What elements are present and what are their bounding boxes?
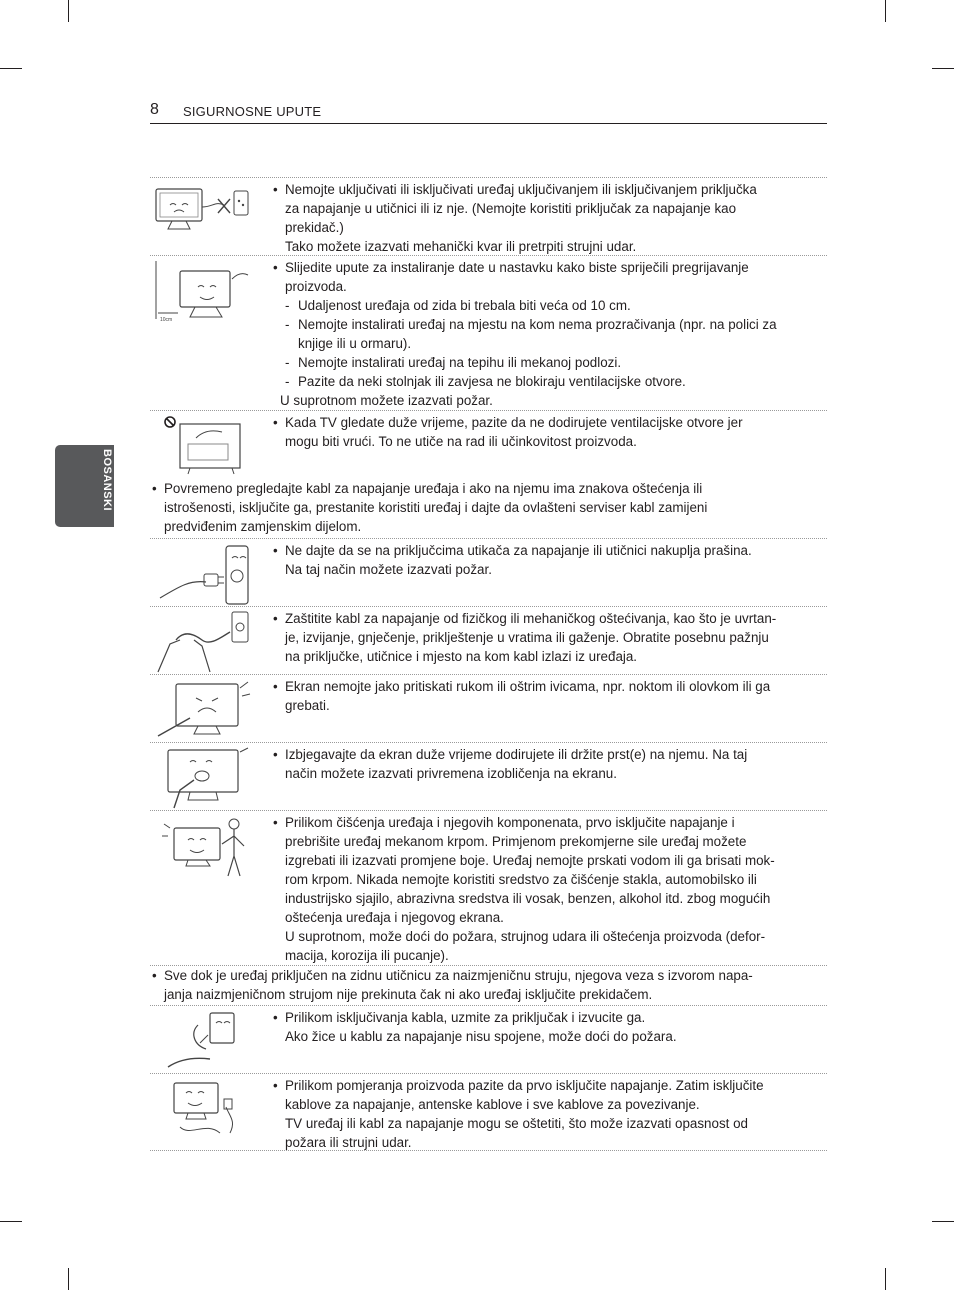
dash: - [285,298,290,313]
instruction-row [150,538,827,606]
instruction-text [273,1008,815,1046]
tv-unplug-illustration [150,181,260,247]
instruction-line: U suprotnom, može doći do požara, strujnog udara ili oštećenja proizvoda (defor- [285,929,766,944]
instruction-line: Kada TV gledate duže vrijeme, pazite da ne dodirujete ventilacijske otvore jer [285,415,743,430]
instruction-text [273,413,815,451]
instruction-line: Slijedite upute za instaliranje date u nastavku kako biste spriječili pregrijavanje [285,260,749,275]
instruction-row [150,410,827,478]
instruction-row [150,810,827,965]
instruction-text [152,479,814,536]
instruction-line: U suprotnom možete izazvati požar. [280,393,493,408]
bullet: • [273,679,278,694]
instruction-line: Zaštitite kabl za napajanje od fizičkog ili mehaničkog oštećivanja, kao što je uvrtan- [285,611,777,626]
instruction-line: Sve dok je uređaj priključen na zidnu utičnicu za naizmjeničnu struju, njegova veza s izvorom napa- [164,968,753,983]
crop-mark [0,68,22,69]
instruction-row [150,1073,827,1151]
instruction-text [152,966,814,1004]
page-header [150,101,827,124]
instruction-text [273,677,815,715]
instruction-line: istrošenosti, isključite ga, prestanite koristiti uređaj i dajte da ovlašteni serviser kabl zamijeni [164,500,708,515]
instruction-line: izgrebati ili izazvati promjene boje. Uređaj nemojte prskati vodom ili ga brisati mok- [285,853,775,868]
bullet: • [152,481,157,496]
instruction-line: janja naizmjeničnom strujom nije prekinuta čak ni ako uređaj isključite prekidačem. [164,987,653,1002]
instruction-line: Ekran nemojte jako pritiskati rukom ili oštrim ivicama, npr. noktom ili olovkom ili ga [285,679,771,694]
crop-mark [885,1268,886,1290]
instruction-line: macija, korozija ili pucanje). [285,948,449,963]
sub-item: Udaljenost uređaja od zida bi trebala biti veća od 10 cm. [298,298,631,313]
dusty-plug-illustration [150,542,260,608]
sub-item: Pazite da neki stolnjak ili zavjesa ne blokiraju ventilacijske otvore. [298,374,686,389]
instruction-row [150,1005,827,1073]
instruction-line: grebati. [285,698,330,713]
crop-mark [932,68,954,69]
bullet: • [152,968,157,983]
dash: - [285,355,290,370]
screen-press-illustration [150,678,260,744]
bullet: • [273,1010,278,1025]
cable-damage-illustration [150,610,260,676]
instruction-line: Na taj način možete izazvati požar. [285,562,492,577]
unplug-by-plug-illustration [150,1009,260,1075]
instruction-line: mogu biti vrući. To ne utiče na rad ili učinkovitost proizvoda. [285,434,637,449]
instruction-line: prekidač.) [285,220,344,235]
bullet: • [273,543,278,558]
instruction-row [150,478,827,538]
instruction-text [273,180,815,256]
crop-mark [932,1221,954,1222]
language-tab-label: BOSANSKI [101,449,113,512]
move-product-illustration [150,1077,260,1143]
instruction-line: na priključke, utičnice i mjesto na kom kabl izlazi iz uređaja. [285,649,638,664]
section-title: SIGURNOSNE UPUTE [183,104,322,119]
instruction-line: požara ili strujni udar. [285,1135,412,1150]
instruction-line: predviđenim zamjenskim dijelom. [164,519,362,534]
bullet: • [273,182,278,197]
hot-vents-illustration [150,414,260,480]
instruction-line: Prilikom isključivanja kabla, uzmite za priključak i izvucite ga. [285,1010,646,1025]
instruction-row [150,606,827,674]
instruction-line: Izbjegavajte da ekran duže vrijeme dodirujete ili držite prst(e) na njemu. Na taj [285,747,748,762]
sub-item: Nemojte instalirati uređaj na mjestu na kom nema prozračivanja (npr. na polici za [298,317,777,332]
instruction-line: kablove za napajanje, antenske kablove i sve kablove za povezivanje. [285,1097,700,1112]
instruction-line: prebrišite uređaj mekanom krpom. Primjenom prekomjerne sile uređaj možete [285,834,747,849]
instruction-row [150,965,827,1005]
bullet: • [273,815,278,830]
sub-item: Nemojte instalirati uređaj na tepihu ili mekanoj podlozi. [298,355,622,370]
instruction-line: Ne dajte da se na priključcima utikača za napajanje ili utičnici nakuplja prašina. [285,543,752,558]
instruction-text [273,609,815,666]
instruction-line: Ako žice u kablu za napajanje nisu spojene, može doći do požara. [285,1029,677,1044]
instruction-text [273,541,815,579]
cleaning-illustration [150,814,260,880]
bullet: • [273,1078,278,1093]
instruction-line: industrijsko sjajilo, abrazivna sredstva ili vosak, benzen, alkohol itd. zbog mogućih [285,891,771,906]
bullet: • [273,415,278,430]
bullet: • [273,611,278,626]
crop-mark [0,1221,22,1222]
instruction-line: TV uređaj ili kabl za napajanje mogu se oštetiti, što može izazvati opasnost od [285,1116,748,1131]
screen-touch-illustration [150,746,260,812]
instruction-line: rom krpom. Nikada nemojte koristiti sredstvo za čišćenje stakla, automobilsko ili [285,872,757,887]
instruction-line: Prilikom čišćenja uređaja i njegovih komponenata, prvo isključite napajanje i [285,815,735,830]
dash: - [285,374,290,389]
instruction-line: Prilikom pomjeranja proizvoda pazite da prvo isključite napajanje. Zatim isključite [285,1078,764,1093]
instruction-text [273,258,815,410]
instruction-text [273,745,815,783]
crop-mark [68,1268,69,1290]
instruction-row [150,742,827,810]
tv-wall-distance-illustration [150,259,260,325]
instruction-text [273,813,815,965]
crop-mark [885,0,886,22]
instruction-row [150,177,827,255]
distance-label: 10cm [160,317,173,323]
instruction-row [150,674,827,742]
instruction-line: oštećenja uređaja i njegovog ekrana. [285,910,504,925]
bullet: • [273,260,278,275]
sub-item: knjige ili u ormaru). [298,336,412,351]
instruction-text [273,1076,815,1152]
instruction-row [150,255,827,410]
instruction-line: Nemojte uključivati ili isključivati uređaj uključivanjem ili isključivanjem priključka [285,182,757,197]
safety-instructions-list [150,177,827,1151]
bullet: • [273,747,278,762]
instruction-line: za napajanje u utičnici ili iz nje. (Nemojte koristiti priključak za napajanje kao [285,201,737,216]
instruction-line: proizvoda. [285,279,347,294]
instruction-line: način možete izazvati privremena izobličenja na ekranu. [285,766,617,781]
instruction-line: Tako možete izazvati mehanički kvar ili pretrpiti strujni udar. [285,239,637,254]
instruction-line: je, izvijanje, gnječenje, priklještenje u vratima ili gaženje. Obratite posebnu pažnju [285,630,769,645]
page-number: 8 [150,101,159,118]
dash: - [285,317,290,332]
crop-mark [68,0,69,22]
language-tab [55,445,114,527]
instruction-line: Povremeno pregledajte kabl za napajanje uređaja i ako na njemu ima znakova oštećenja ili [164,481,703,496]
